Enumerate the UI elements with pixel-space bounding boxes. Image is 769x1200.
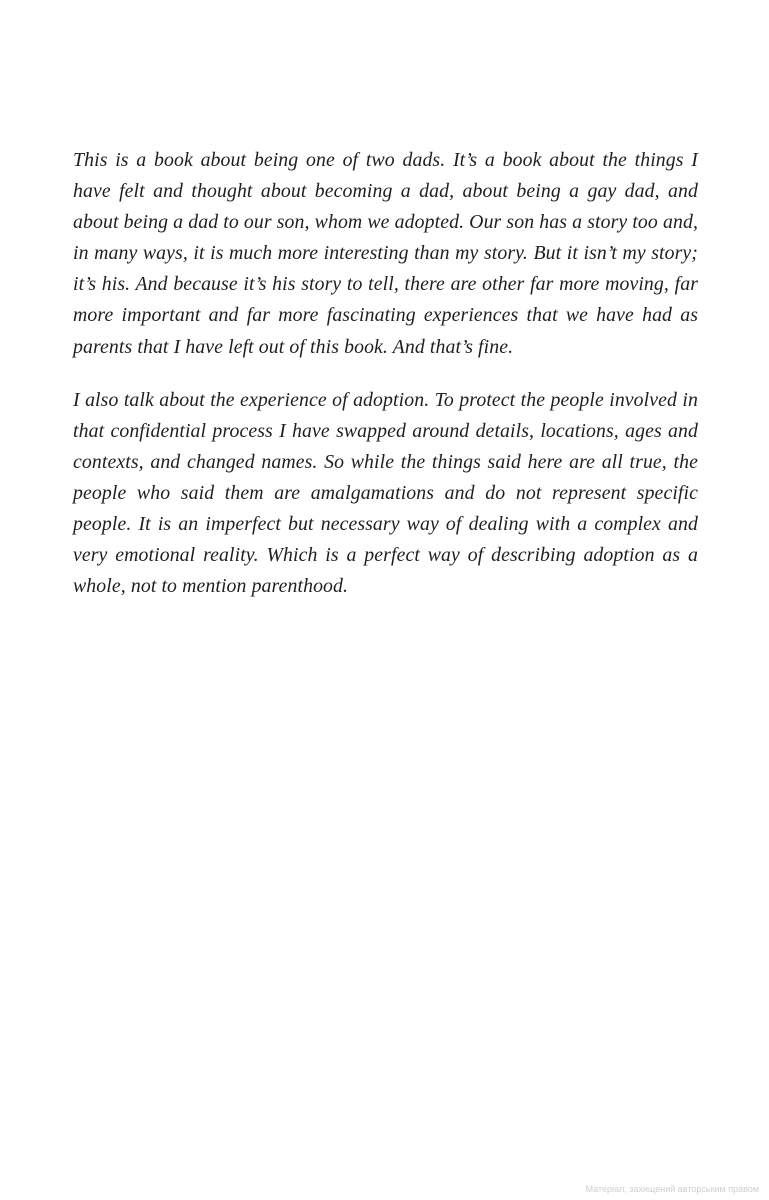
paragraph-1: This is a book about being one of two dads. It’s a book about the things I have felt and thought about becoming a dad, about being a gay dad, and about being a dad to our son, whom we adopted. Our son has a story too and, in many ways, it is much more interesting than my story. But it isn’t my story; it’s his. And because it’s his story to tell, there are other far more moving, far more important and far more fascinating experiences that we have had as parents that I have left out of this book. And that’s fine.: [73, 149, 698, 358]
copyright-watermark: Матеріал, захищений авторським правом: [585, 1184, 759, 1194]
page-body: [73, 145, 698, 602]
paragraph-2: I also talk about the experience of adoption. To protect the people involved in that confidential process I have swapped around details, locations, ages and contexts, and changed names. So while the things said here are all true, the people who said them are amalgamations and do not represent specific people. It is an imperfect but necessary way of dealing with a complex and very emotional reality. Which is a perfect way of describing adoption as a whole, not to mention parenthood.: [73, 388, 698, 598]
